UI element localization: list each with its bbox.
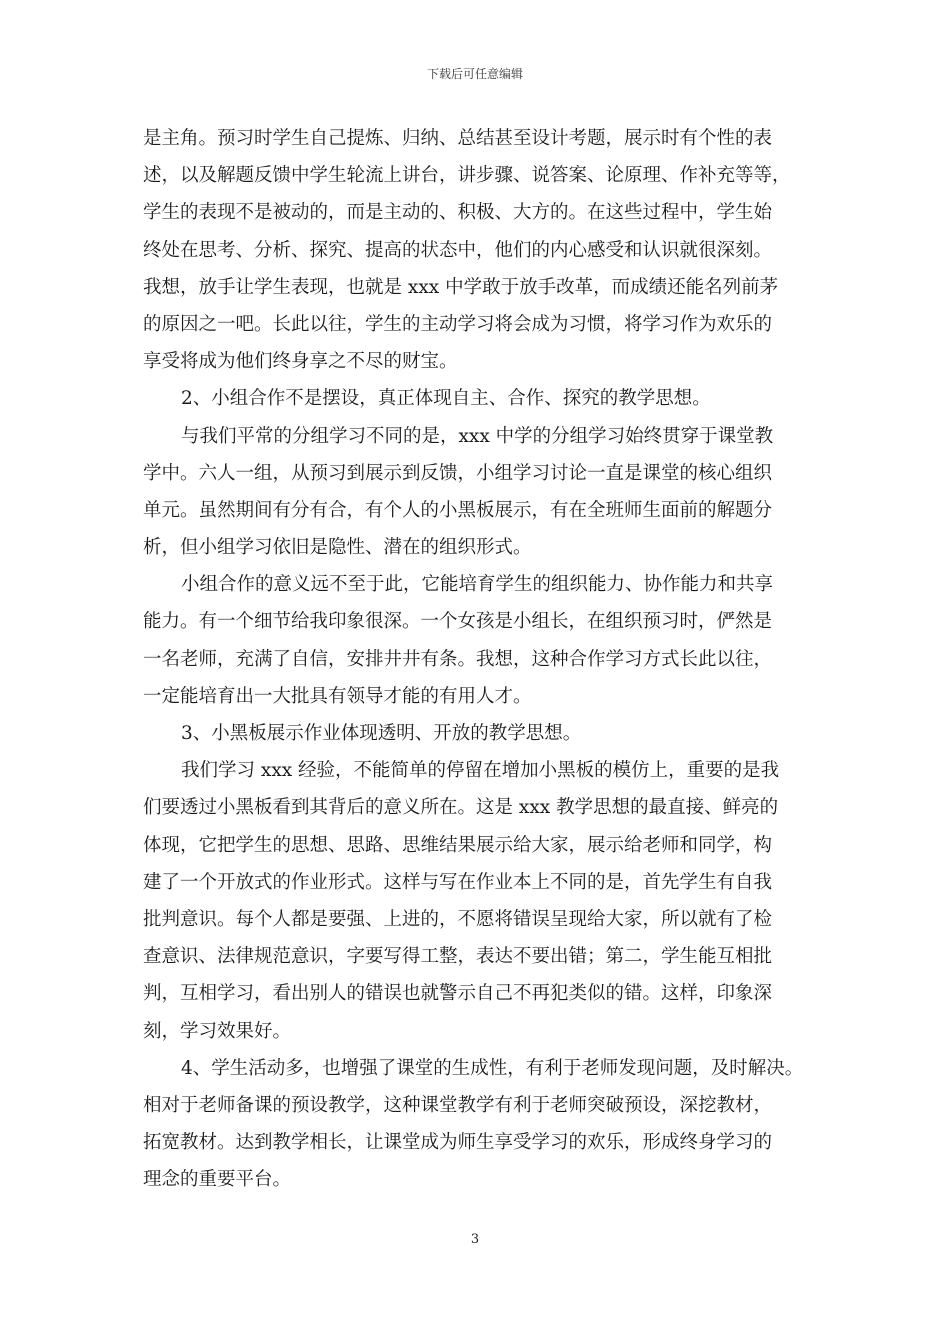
text-line: 一名老师，充满了自信，安排井井有条。我想，这种合作学习方式长此以往， [143,648,773,670]
text-line: 体现，它把学生的思想、思路、思维结果展示给大家，展示给老师和同学，构 [143,834,773,856]
section-heading-4: 4、学生活动多，也增强了课堂的生成性，有利于老师发现问题，及时解决。 [181,1057,804,1079]
paragraph-start: 我们学习 xxx 经验，不能简单的停留在增加小黑板的模仿上，重要的是我 [181,760,780,782]
text-line: 述，以及解题反馈中学生轮流上讲台，讲步骤、说答案、论原理、作补充等等， [143,165,791,187]
paragraph-start: 与我们平常的分组学习不同的是，xxx 中学的分组学习始终贯穿于课堂教 [181,425,774,447]
paragraph-start: 小组合作的意义远不至于此，它能培育学生的组织能力、协作能力和共享 [181,574,774,596]
section-heading-2: 2、小组合作不是摆设，真正体现自主、合作、探究的教学思想。 [181,388,711,410]
document-body [143,120,815,1198]
text-line: 终处在思考、分析、探究、提高的状态中，他们的内心感受和认识就很深刻。 [143,239,773,261]
text-line: 们要透过小黑板看到其背后的意义所在。这是 xxx 教学思想的最直接、鲜亮的 [143,797,779,819]
text-line: 建了一个开放式的作业形式。这样与写在作业本上不同的是，首先学生有自我 [143,871,773,893]
text-line: 学中。六人一组，从预习到展示到反馈，小组学习讨论一直是课堂的核心组织 [143,462,773,484]
text-line: 单元。虽然期间有分有合，有个人的小黑板展示，有在全班师生面前的解题分 [143,499,773,521]
section-heading-3: 3、小黑板展示作业体现透明、开放的教学思想。 [181,723,582,744]
text-line: 享受将成为他们终身享之不尽的财宝。 [143,351,458,373]
text-line: 的原因之一吧。长此以往，学生的主动学习将会成为习惯，将学习作为欢乐的 [143,313,773,335]
text-line: 析，但小组学习依旧是隐性、潜在的组织形式。 [143,537,532,559]
text-line: 相对于老师备课的预设教学，这种课堂教学有利于老师突破预设，深挖教材， [143,1094,773,1116]
text-line: 拓宽教材。达到教学相长，让课堂成为师生享受学习的欢乐，形成终身学习的 [143,1132,773,1154]
page-number: 3 [470,1232,480,1247]
text-line: 是主角。预习时学生自己提炼、归纳、总结甚至设计考题，展示时有个性的表 [143,128,773,149]
text-line: 理念的重要平台。 [143,1169,292,1191]
text-line: 学生的表现不是被动的，而是主动的、积极、大方的。在这些过程中，学生始 [143,202,773,224]
text-line: 批判意识。每个人都是要强、上进的，不愿将错误呈现给大家，所以就有了检 [143,908,773,930]
text-line: 判，互相学习，看出别人的错误也就警示自己不再犯类似的错。这样，印象深 [143,983,773,1005]
text-line: 刻，学习效果好。 [143,1020,292,1042]
text-line: 能力。有一个细节给我印象很深。一个女孩是小组长，在组织预习时，俨然是 [143,611,773,633]
text-line: 一定能培育出一大批具有领导才能的有用人才。 [143,685,532,707]
text-line: 我想，放手让学生表现，也就是 xxx 中学敢于放手改革，而成绩还能名列前茅 [143,276,779,298]
download-note-header: 下载后可任意编辑 [426,67,523,81]
text-line: 查意识、法律规范意识，字要写得工整，表达不要出错；第二，学生能互相批 [143,946,773,968]
